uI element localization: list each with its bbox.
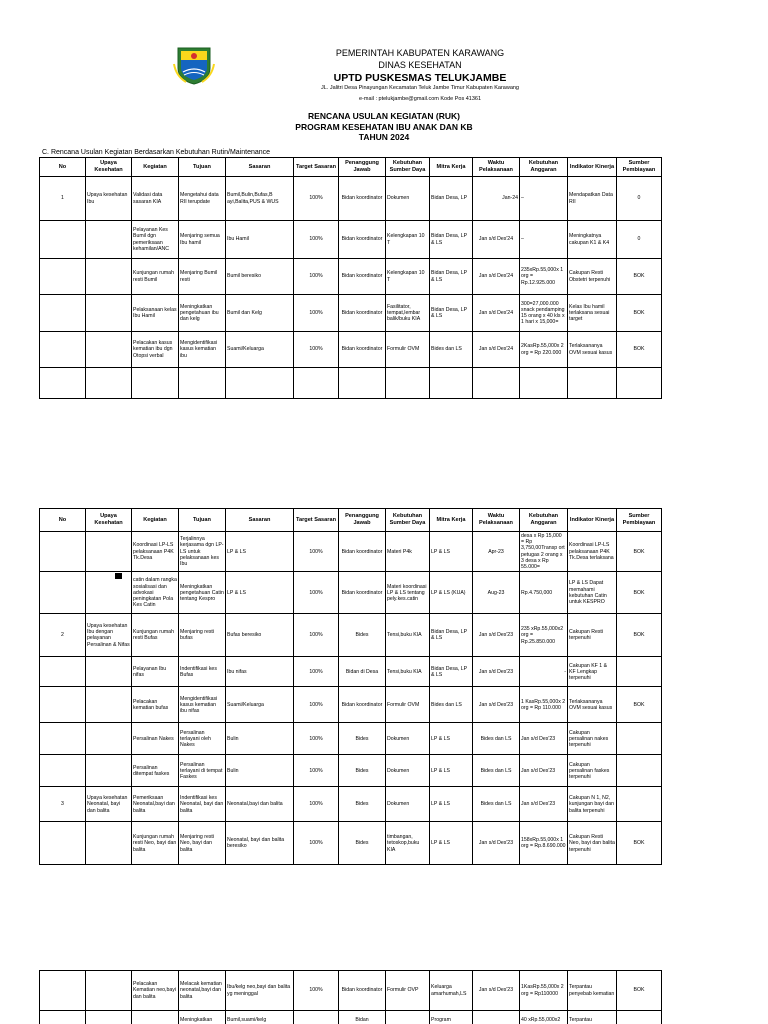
ruk-table-page1 xyxy=(39,157,662,399)
cell-upaya-kesehatan xyxy=(86,1011,132,1024)
cell-indikator-kinerja: Cakupan Resti Neo, bayi dan balita terpenuhi xyxy=(568,822,617,865)
cell-upaya-kesehatan xyxy=(86,295,132,332)
column-header-tujuan: Tujuan xyxy=(179,158,226,177)
cell-kegiatan: Pelaksanaan kelas Ibu Hamil xyxy=(132,295,179,332)
cell-penanggung-jawab: Bidan xyxy=(339,1011,386,1024)
cell-kebutuhan-anggaran: Jan s/d Des'23 xyxy=(520,723,568,755)
department-name: DINAS KESEHATAN xyxy=(378,60,462,70)
cell-sasaran: LP & LS xyxy=(226,532,294,572)
cell-kebutuhan-anggaran: 1 KasRp.55,000x 2 org = Rp 110.000 xyxy=(520,687,568,723)
cell-waktu-pelaksanaan: Bides dan LS xyxy=(473,723,520,755)
cell-tujuan: Indentifikasi kes Bufas xyxy=(179,657,226,687)
cell-no xyxy=(40,332,86,368)
column-header-kebutuhan-sumber-daya: Kebutuhan Sumber Daya xyxy=(386,509,430,532)
cell-kegiatan: Kunjungan rumah resti Neo, bayi dan balita xyxy=(132,822,179,865)
cell-sumber-pembiayaan: BOK xyxy=(617,614,662,657)
table-row xyxy=(40,332,662,368)
column-header-kebutuhan-sumber-daya: Kebutuhan Sumber Daya xyxy=(386,158,430,177)
cell-kebutuhan-sumber-daya: Dokumen xyxy=(386,723,430,755)
cell-kebutuhan-anggaran: – xyxy=(520,177,568,221)
cell-penanggung-jawab xyxy=(339,368,386,399)
cell-tujuan: Terjalinnya kerjasama dgn LP-LS untuk pelaksanaan kes Ibu xyxy=(179,532,226,572)
cell-tujuan: Meningkatkan pengetahuan ibu dan kelg xyxy=(179,295,226,332)
cell-indikator-kinerja: Terpantau xyxy=(568,1011,617,1024)
cell-upaya-kesehatan xyxy=(86,532,132,572)
cell-kebutuhan-sumber-daya: Materi koordinasi LP & LS tentang pely.kes.catin xyxy=(386,572,430,614)
government-name: PEMERINTAH KABUPATEN KARAWANG xyxy=(335,48,505,58)
cell-no xyxy=(40,572,86,614)
cell-mitra-kerja: Program xyxy=(430,1011,473,1024)
cell-indikator-kinerja: Cakupan persalinan nakes terpenuhi xyxy=(568,723,617,755)
cell-kebutuhan-sumber-daya: timbangan, tetoskop,buku KIA xyxy=(386,822,430,865)
table-row xyxy=(40,657,662,687)
cell-indikator-kinerja: LP & LS Dapat memahami kebutuhan Catin untuk KESPRO xyxy=(568,572,617,614)
cell-kebutuhan-anggaran: 235 xRp.55,000x2 org = Rp.25.850.000 xyxy=(520,614,568,657)
column-header-target-sasaran: Target Sasaran xyxy=(294,158,339,177)
cell-penanggung-jawab: Bidan koordinator xyxy=(339,332,386,368)
cell-waktu-pelaksanaan: Jan s/d Des'24 xyxy=(473,332,520,368)
cell-no xyxy=(40,822,86,865)
cell-penanggung-jawab: Bides xyxy=(339,822,386,865)
cell-target-sasaran: 100% xyxy=(294,332,339,368)
cell-penanggung-jawab: Bidan koordinator xyxy=(339,572,386,614)
cell-kebutuhan-anggaran: - xyxy=(520,657,568,687)
cell-kebutuhan-sumber-daya: Kelengkapan 10 T xyxy=(386,259,430,295)
cell-sasaran xyxy=(226,368,294,399)
cell-kebutuhan-sumber-daya: Formulir OVM xyxy=(386,332,430,368)
cell-penanggung-jawab: Bidan koordinator xyxy=(339,221,386,259)
cell-target-sasaran: 100% xyxy=(294,971,339,1011)
cell-indikator-kinerja: Cakupan persalinan faskes terpenuhi xyxy=(568,755,617,787)
cell-mitra-kerja: Bidan Desa, LP xyxy=(430,177,473,221)
cell-upaya-kesehatan xyxy=(86,368,132,399)
cell-kebutuhan-anggaran: Rp.4.750,000 xyxy=(520,572,568,614)
cell-no xyxy=(40,295,86,332)
cell-kebutuhan-anggaran: Jan s/d Des'23 xyxy=(520,787,568,822)
cell-penanggung-jawab: Bides xyxy=(339,614,386,657)
cell-target-sasaran xyxy=(294,1011,339,1024)
cell-kegiatan: Validasi data sasaran KIA xyxy=(132,177,179,221)
cell-no xyxy=(40,532,86,572)
cell-indikator-kinerja xyxy=(568,368,617,399)
cell-kebutuhan-anggaran: – xyxy=(520,221,568,259)
column-header-indikator-kinerja: Indikator Kinerja xyxy=(568,158,617,177)
cell-kebutuhan-anggaran: 1KasRp.55,000x 2 org = Rp110000 xyxy=(520,971,568,1011)
table-header-row xyxy=(40,509,662,532)
cell-target-sasaran xyxy=(294,368,339,399)
cell-mitra-kerja: LP & LS xyxy=(430,755,473,787)
cell-sasaran: Suami/Keluarga xyxy=(226,332,294,368)
cell-mitra-kerja: Bides dan LS xyxy=(430,687,473,723)
cell-indikator-kinerja: Cakupan Resti terpenuhi xyxy=(568,614,617,657)
cell-kegiatan: catin dalam rangka sosialisasi dan advokasi peningkatan Pola Kes Catin xyxy=(132,572,179,614)
cell-no xyxy=(40,657,86,687)
table-row xyxy=(40,221,662,259)
cell-waktu-pelaksanaan xyxy=(473,368,520,399)
column-header-kebutuhan-anggaran: Kebutuhan Anggaran xyxy=(520,158,568,177)
cell-kegiatan: Pemeriksaan Neonatal,bayi dan balita xyxy=(132,787,179,822)
cell-waktu-pelaksanaan: Jan s/d Des'23 xyxy=(473,687,520,723)
table-row xyxy=(40,368,662,399)
cell-tujuan: Meningkatkan pengetahuan Catin tentang Kespro xyxy=(179,572,226,614)
cell-upaya-kesehatan xyxy=(86,572,132,614)
cell-kegiatan: Koordinasi LP-LS pelaksanaan P4K Tk.Desa xyxy=(132,532,179,572)
cell-sumber-pembiayaan: 0 xyxy=(617,177,662,221)
ruk-table-page3 xyxy=(39,970,662,1024)
cell-penanggung-jawab: Bidan koordinator xyxy=(339,532,386,572)
cell-sumber-pembiayaan: BOK xyxy=(617,532,662,572)
table-row xyxy=(40,687,662,723)
cell-kebutuhan-sumber-daya: Dokumen xyxy=(386,787,430,822)
cell-penanggung-jawab: Bides xyxy=(339,787,386,822)
cell-tujuan: Menjaring resti Neo, bayi dan balita xyxy=(179,822,226,865)
table-row xyxy=(40,755,662,787)
cell-tujuan: Meningkatkan xyxy=(179,1011,226,1024)
cell-target-sasaran: 100% xyxy=(294,259,339,295)
cell-indikator-kinerja: Mendapatkan Data RII xyxy=(568,177,617,221)
column-header-penanggung-jawab: Penanggung Jawab xyxy=(339,158,386,177)
cell-kebutuhan-sumber-daya xyxy=(386,1011,430,1024)
table-row xyxy=(40,787,662,822)
cell-target-sasaran: 100% xyxy=(294,295,339,332)
cell-target-sasaran: 100% xyxy=(294,572,339,614)
cell-tujuan: Mengetahui data RII terupdate xyxy=(179,177,226,221)
column-header-upaya-kesehatan: Upaya Kesehatan xyxy=(86,509,132,532)
section-label: C. Rencana Usulan Kegiatan Berdasarkan Kebutuhan Rutin/Maintenance xyxy=(42,149,271,156)
column-header-no: No xyxy=(40,509,86,532)
table-header-row xyxy=(40,158,662,177)
cell-sumber-pembiayaan: BOK xyxy=(617,295,662,332)
column-header-indikator-kinerja: Indikator Kinerja xyxy=(568,509,617,532)
column-header-mitra-kerja: Mitra Kerja xyxy=(430,509,473,532)
cell-waktu-pelaksanaan: Jan s/d Des'24 xyxy=(473,259,520,295)
cell-tujuan xyxy=(179,368,226,399)
cell-sasaran: Ibu nifas xyxy=(226,657,294,687)
column-header-target-sasaran: Target Sasaran xyxy=(294,509,339,532)
cell-penanggung-jawab: Bidan di Desa xyxy=(339,657,386,687)
cell-mitra-kerja: LP & LS xyxy=(430,532,473,572)
cell-sumber-pembiayaan xyxy=(617,755,662,787)
cell-sasaran: Ibu/kelg neo,bayi dan balita yg meninggal xyxy=(226,971,294,1011)
cell-sasaran: Suami/Keluarga xyxy=(226,687,294,723)
document-title: RENCANA USULAN KEGIATAN (RUK) xyxy=(308,111,460,121)
cell-sumber-pembiayaan xyxy=(617,1011,662,1024)
cell-kebutuhan-sumber-daya: Materi P4k xyxy=(386,532,430,572)
cell-no xyxy=(40,755,86,787)
column-header-waktu-pelaksanaan: Waktu Pelaksanaan xyxy=(473,509,520,532)
cell-sasaran: LP & LS xyxy=(226,572,294,614)
cell-kegiatan: Pelayanan Kes Bumil dgn pemeriksaan kehamilan/ANC xyxy=(132,221,179,259)
cell-no: 2 xyxy=(40,614,86,657)
table-row xyxy=(40,572,662,614)
cell-waktu-pelaksanaan: Jan-24 xyxy=(473,177,520,221)
cell-mitra-kerja: LP & LS xyxy=(430,723,473,755)
cell-mitra-kerja: LP & LS (KUA) xyxy=(430,572,473,614)
cell-target-sasaran: 100% xyxy=(294,687,339,723)
cell-indikator-kinerja: Meningkatnya cakupan K1 & K4 xyxy=(568,221,617,259)
table-row xyxy=(40,723,662,755)
cell-upaya-kesehatan xyxy=(86,723,132,755)
year-title: TAHUN 2024 xyxy=(358,132,410,142)
cell-upaya-kesehatan: Upaya kesehatan Ibu xyxy=(86,177,132,221)
program-title: PROGRAM KESEHATAN IBU ANAK DAN KB xyxy=(295,122,473,132)
cell-no xyxy=(40,259,86,295)
cell-sumber-pembiayaan: 0 xyxy=(617,221,662,259)
cell-mitra-kerja: Bidan Desa, LP & LS xyxy=(430,259,473,295)
cell-indikator-kinerja: Terlaksananya OVM sesuai kasus xyxy=(568,332,617,368)
cell-indikator-kinerja: Koordinasi LP-LS pelaksanaan P4K Tk.Desa terlaksana xyxy=(568,532,617,572)
cell-waktu-pelaksanaan: Jan s/d Des'23 xyxy=(473,822,520,865)
cell-target-sasaran: 100% xyxy=(294,822,339,865)
cell-target-sasaran: 100% xyxy=(294,755,339,787)
cell-waktu-pelaksanaan: Jan s/d Des'23 xyxy=(473,971,520,1011)
cell-kegiatan: Pelacakan kematian bufas xyxy=(132,687,179,723)
cell-penanggung-jawab: Bidan koordinator xyxy=(339,295,386,332)
cell-kebutuhan-sumber-daya xyxy=(386,368,430,399)
column-header-penanggung-jawab: Penanggung Jawab xyxy=(339,509,386,532)
cell-tujuan: Persalinan terlayani di tempat Faskes xyxy=(179,755,226,787)
cell-no: 1 xyxy=(40,177,86,221)
cell-target-sasaran: 100% xyxy=(294,614,339,657)
cell-mitra-kerja: Keluarga amarhumah,LS xyxy=(430,971,473,1011)
cell-tujuan: Menjaring resti bufas xyxy=(179,614,226,657)
cell-upaya-kesehatan xyxy=(86,822,132,865)
column-header-waktu-pelaksanaan: Waktu Pelaksanaan xyxy=(473,158,520,177)
cell-upaya-kesehatan: Upaya kesehatan Ibu dengan pelayanan Persalinan & Nifas xyxy=(86,614,132,657)
cell-upaya-kesehatan: Upaya kesehatan Neonatal, bayi dan balita xyxy=(86,787,132,822)
cell-mitra-kerja: LP & LS xyxy=(430,787,473,822)
cell-target-sasaran: 100% xyxy=(294,221,339,259)
cell-kegiatan: Kunjungan rumah resti Bumil xyxy=(132,259,179,295)
cell-tujuan: Persalinan terlayani oleh Nakes xyxy=(179,723,226,755)
cell-penanggung-jawab: Bidan koordinator xyxy=(339,971,386,1011)
cell-sasaran: Neonatal, bayi dan balita beresiko xyxy=(226,822,294,865)
cell-mitra-kerja: LP & LS xyxy=(430,822,473,865)
cell-sasaran: Bufas beresiko xyxy=(226,614,294,657)
cell-no xyxy=(40,368,86,399)
address: JL. Jalitri Desa Pinayungan Kecamatan Teluk Jambe Timur Kabupaten Karawang xyxy=(320,85,519,91)
cell-kegiatan: Kunjungan rumah resti Bufas xyxy=(132,614,179,657)
cell-indikator-kinerja: Terpantau penyebab kematian xyxy=(568,971,617,1011)
cell-kebutuhan-anggaran: 2KasRp.55,000x 2 org = Rp 220.000 xyxy=(520,332,568,368)
cell-indikator-kinerja: Cakupan KF 1 & KF Lengkap terpenuhi xyxy=(568,657,617,687)
cell-kebutuhan-sumber-daya: Tensi,buku KIA xyxy=(386,657,430,687)
cell-kegiatan: Persalinan Nakes xyxy=(132,723,179,755)
cell-kegiatan: Pelacakan Kematian neo,bayi dan balita xyxy=(132,971,179,1011)
cell-indikator-kinerja: Kelas Ibu hamil terlaksana sesuai target xyxy=(568,295,617,332)
cell-kegiatan: Pelayanan Ibu nifas xyxy=(132,657,179,687)
cell-waktu-pelaksanaan xyxy=(473,1011,520,1024)
cell-upaya-kesehatan xyxy=(86,332,132,368)
cell-no xyxy=(40,687,86,723)
column-header-sasaran: Sasaran xyxy=(226,158,294,177)
cell-mitra-kerja xyxy=(430,368,473,399)
cell-waktu-pelaksanaan: Bides dan LS xyxy=(473,755,520,787)
cell-waktu-pelaksanaan: Aug-23 xyxy=(473,572,520,614)
cell-target-sasaran: 100% xyxy=(294,787,339,822)
table-row xyxy=(40,295,662,332)
cell-kebutuhan-sumber-daya: Dokumen xyxy=(386,177,430,221)
cell-mitra-kerja: Bides dan LS xyxy=(430,332,473,368)
cell-penanggung-jawab: Bides xyxy=(339,723,386,755)
cell-upaya-kesehatan xyxy=(86,971,132,1011)
cell-indikator-kinerja: Cakupan Resti Obstetri terpenuhi xyxy=(568,259,617,295)
cell-no xyxy=(40,723,86,755)
cell-upaya-kesehatan xyxy=(86,259,132,295)
cell-upaya-kesehatan xyxy=(86,657,132,687)
cell-target-sasaran: 100% xyxy=(294,723,339,755)
cell-kebutuhan-sumber-daya: Kelengkapan 10 T xyxy=(386,221,430,259)
cell-waktu-pelaksanaan: Bides dan LS xyxy=(473,787,520,822)
cell-upaya-kesehatan xyxy=(86,221,132,259)
cell-sumber-pembiayaan: BOK xyxy=(617,259,662,295)
cell-sasaran: Neonatal,bayi dan balita xyxy=(226,787,294,822)
column-header-tujuan: Tujuan xyxy=(179,509,226,532)
cell-indikator-kinerja: Cakupan N 1, N2, kunjungan bayi dan balita terpenuhi xyxy=(568,787,617,822)
cell-kegiatan xyxy=(132,368,179,399)
cell-sasaran: Ibu Hamil xyxy=(226,221,294,259)
marker-icon xyxy=(115,573,122,579)
table-row xyxy=(40,177,662,221)
table-row xyxy=(40,532,662,572)
cell-kebutuhan-sumber-daya: Fasilitator, tempat,lembar balik/buku KIA xyxy=(386,295,430,332)
cell-sumber-pembiayaan xyxy=(617,723,662,755)
cell-target-sasaran: 100% xyxy=(294,532,339,572)
cell-sumber-pembiayaan xyxy=(617,368,662,399)
cell-sumber-pembiayaan xyxy=(617,657,662,687)
cell-sumber-pembiayaan: BOK xyxy=(617,572,662,614)
cell-waktu-pelaksanaan: Jan s/d Des'24 xyxy=(473,221,520,259)
cell-waktu-pelaksanaan: Jan s/d Des'24 xyxy=(473,295,520,332)
cell-target-sasaran: 100% xyxy=(294,657,339,687)
cell-sasaran: Bumil,Bulin,Bufas,B ayi,Balita,PUS & WUS xyxy=(226,177,294,221)
column-header-mitra-kerja: Mitra Kerja xyxy=(430,158,473,177)
cell-penanggung-jawab: Bidan koordinator xyxy=(339,687,386,723)
cell-sasaran: Bumil,suami/kelg xyxy=(226,1011,294,1024)
cell-kegiatan: Persalinan ditempat faskes xyxy=(132,755,179,787)
cell-target-sasaran: 100% xyxy=(294,177,339,221)
table-row xyxy=(40,971,662,1011)
cell-kebutuhan-anggaran xyxy=(520,368,568,399)
cell-tujuan: Menjaring semua Ibu hamil xyxy=(179,221,226,259)
cell-sasaran: Bumil dan Kelg xyxy=(226,295,294,332)
cell-kebutuhan-anggaran: 40 xRp.55,000x2 xyxy=(520,1011,568,1024)
table-row xyxy=(40,822,662,865)
cell-sumber-pembiayaan: BOK xyxy=(617,687,662,723)
cell-no xyxy=(40,221,86,259)
cell-kebutuhan-sumber-daya: Dokumen xyxy=(386,755,430,787)
cell-upaya-kesehatan xyxy=(86,755,132,787)
cell-waktu-pelaksanaan: Apr-23 xyxy=(473,532,520,572)
column-header-kegiatan: Kegiatan xyxy=(132,509,179,532)
cell-mitra-kerja: Bidan Desa, LP & LS xyxy=(430,614,473,657)
cell-sumber-pembiayaan: BOK xyxy=(617,332,662,368)
column-header-sasaran: Sasaran xyxy=(226,509,294,532)
cell-mitra-kerja: Bidan Desa, LP & LS xyxy=(430,295,473,332)
cell-kebutuhan-anggaran: desa x Rp 15,000 = Rp 3,750,00Transp ort petugas 2 orang x 3 desa x Rp 55.000= xyxy=(520,532,568,572)
cell-tujuan: Mengidentifikasi kasus kematian ibu nifas xyxy=(179,687,226,723)
email: e-mail : ptelukjambe@gmail.com Kode Pos 41361 xyxy=(358,96,482,102)
cell-sumber-pembiayaan: BOK xyxy=(617,822,662,865)
column-header-upaya-kesehatan: Upaya Kesehatan xyxy=(86,158,132,177)
cell-kegiatan xyxy=(132,1011,179,1024)
cell-kebutuhan-sumber-daya: Formulir OVP xyxy=(386,971,430,1011)
cell-kebutuhan-sumber-daya: Formulir OVM xyxy=(386,687,430,723)
cell-sasaran: Bulin xyxy=(226,723,294,755)
column-header-no: No xyxy=(40,158,86,177)
cell-indikator-kinerja: Terlaksananya OVM sesuai kasus xyxy=(568,687,617,723)
cell-mitra-kerja: Bidan Desa, LP & LS xyxy=(430,221,473,259)
cell-kegiatan: Pelacakan kasus kematian ibu dgn Otopsi verbal xyxy=(132,332,179,368)
column-header-sumber-pembiayaan: Sumber Pembiayaan xyxy=(617,158,662,177)
cell-mitra-kerja: Bidan Desa, LP & LS xyxy=(430,657,473,687)
column-header-kebutuhan-anggaran: Kebutuhan Anggaran xyxy=(520,509,568,532)
cell-upaya-kesehatan xyxy=(86,687,132,723)
column-header-sumber-pembiayaan: Sumber Pembiayaan xyxy=(617,509,662,532)
cell-penanggung-jawab: Bidan koordinator xyxy=(339,177,386,221)
cell-tujuan: Menjaring Bumil resti xyxy=(179,259,226,295)
cell-no xyxy=(40,1011,86,1024)
cell-penanggung-jawab: Bides xyxy=(339,755,386,787)
cell-tujuan: Melacak kematian neonatal,bayi dan balita xyxy=(179,971,226,1011)
cell-sumber-pembiayaan: BOK xyxy=(617,971,662,1011)
cell-sasaran: Bumil beresiko xyxy=(226,259,294,295)
cell-sumber-pembiayaan xyxy=(617,787,662,822)
table-row xyxy=(40,259,662,295)
table-row xyxy=(40,1011,662,1024)
cell-no xyxy=(40,971,86,1011)
table-row xyxy=(40,614,662,657)
cell-tujuan: Indentifikasi kes Neonatal, bayi dan balita xyxy=(179,787,226,822)
cell-kebutuhan-anggaran: Jan s/d Des'23 xyxy=(520,755,568,787)
ruk-table-page2 xyxy=(39,508,662,865)
cell-tujuan: Mengidentifikasi kasus kematian ibu xyxy=(179,332,226,368)
institution-name: UPTD PUSKESMAS TELUKJAMBE xyxy=(333,72,507,84)
cell-kebutuhan-sumber-daya: Tensi,buku KIA xyxy=(386,614,430,657)
cell-kebutuhan-anggaran: 158xRp.55,000x 1 org = Rp.8.690.000 xyxy=(520,822,568,865)
cell-no: 3 xyxy=(40,787,86,822)
column-header-kegiatan: Kegiatan xyxy=(132,158,179,177)
cell-waktu-pelaksanaan: Jan s/d Des'23 xyxy=(473,657,520,687)
cell-penanggung-jawab: Bidan koordinator xyxy=(339,259,386,295)
cell-kebutuhan-anggaran: 235xRp.55,000x 1 org = Rp.12.925.000 xyxy=(520,259,568,295)
cell-sasaran: Bulin xyxy=(226,755,294,787)
cell-kebutuhan-anggaran: 300=27,000.000 snack pendamping 15 orang x 40 kls x 1 hari x 15,000= xyxy=(520,295,568,332)
cell-waktu-pelaksanaan: Jan s/d Des'23 xyxy=(473,614,520,657)
